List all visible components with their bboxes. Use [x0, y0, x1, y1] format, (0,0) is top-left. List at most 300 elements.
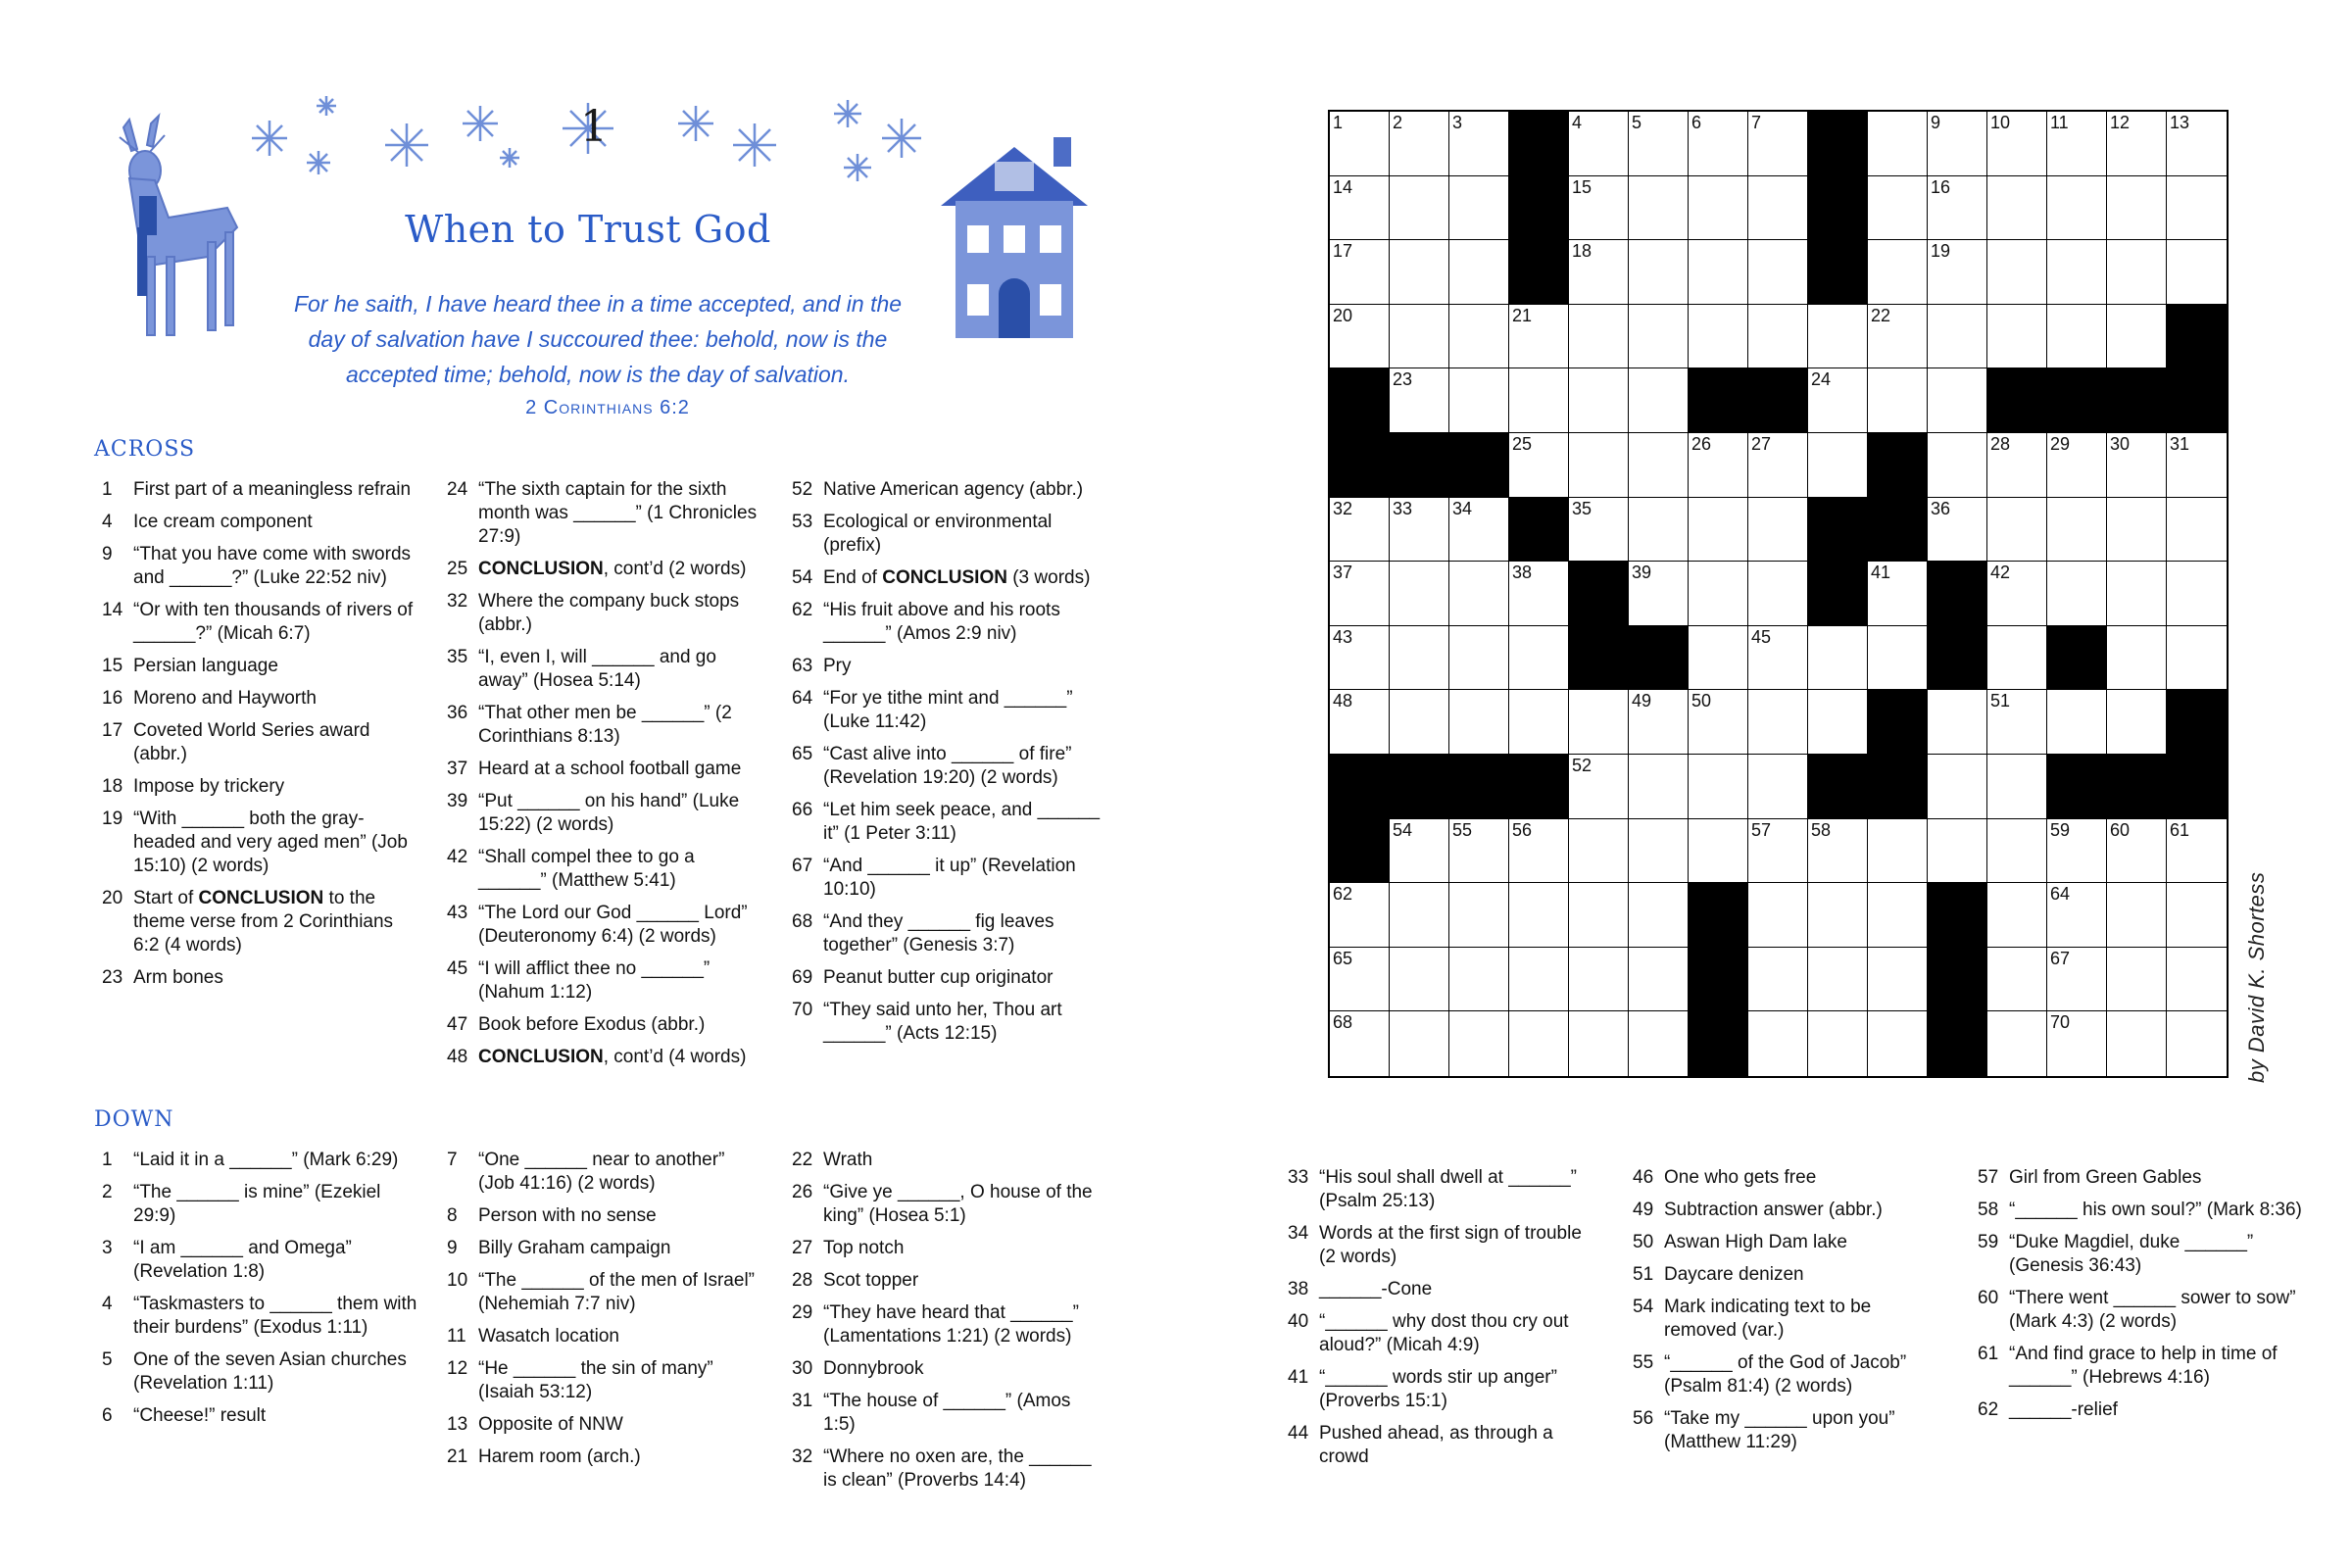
grid-cell[interactable] [1449, 176, 1509, 241]
grid-cell-black [1808, 498, 1868, 563]
grid-cell-black [1390, 433, 1449, 498]
theme-verse-reference: 2 Corinthians 6:2 [525, 397, 690, 418]
grid-cell-black [1928, 562, 1987, 626]
grid-cell[interactable] [1808, 1011, 1868, 1076]
grid-cell[interactable] [1390, 112, 1449, 176]
grid-cell-black [1689, 948, 1748, 1012]
grid-cell[interactable] [1748, 176, 1808, 241]
clue-number: 44 [1288, 1423, 1309, 1444]
grid-cell[interactable] [1868, 240, 1928, 305]
grid-cell[interactable] [1629, 368, 1689, 433]
grid-cell[interactable] [1449, 305, 1509, 369]
grid-cell[interactable] [1629, 883, 1689, 948]
grid-cell[interactable] [1509, 690, 1569, 755]
grid-cell[interactable] [1330, 240, 1390, 305]
grid-cell-black [1928, 883, 1987, 948]
grid-cell[interactable] [1569, 112, 1629, 176]
grid-cell[interactable] [1689, 433, 1748, 498]
clue-item [784, 1390, 1107, 1437]
clue-item [439, 646, 762, 693]
grid-cell[interactable] [1569, 176, 1629, 241]
grid-cell[interactable] [2107, 305, 2167, 369]
grid-cell[interactable] [2167, 498, 2227, 563]
grid-cell[interactable] [1689, 690, 1748, 755]
grid-cell[interactable] [1689, 755, 1748, 819]
cell-number: 10 [1990, 113, 2011, 132]
grid-cell[interactable] [1509, 368, 1569, 433]
clue-number: 45 [447, 958, 468, 979]
grid-cell[interactable] [2047, 819, 2107, 884]
clue-item [94, 887, 417, 957]
cell-number: 62 [1333, 884, 1353, 905]
grid-cell-black [1449, 755, 1509, 819]
grid-cell[interactable] [2047, 176, 2107, 241]
grid-cell[interactable] [1987, 755, 2047, 819]
grid-cell[interactable] [2167, 1011, 2227, 1076]
grid-cell[interactable] [1868, 948, 1928, 1012]
clue-text: “They said unto her, Thou art ______” (Acts 12:15) [823, 1000, 1062, 1044]
cell-number: 61 [2170, 819, 2190, 840]
grid-cell[interactable] [2107, 433, 2167, 498]
cell-number: 34 [1452, 498, 1473, 518]
grid-cell[interactable] [2167, 819, 2227, 884]
cell-number: 32 [1333, 498, 1353, 518]
clue-number: 58 [1978, 1200, 1999, 1220]
clue-number: 28 [792, 1270, 813, 1291]
grid-cell[interactable] [1928, 433, 1987, 498]
grid-cell[interactable] [1928, 240, 1987, 305]
clue-number: 20 [102, 888, 123, 908]
grid-cell[interactable] [1987, 626, 2047, 691]
grid-cell[interactable] [1868, 562, 1928, 626]
cell-number: 43 [1333, 626, 1353, 647]
grid-cell[interactable] [1629, 305, 1689, 369]
grid-cell[interactable] [1868, 883, 1928, 948]
grid-cell[interactable] [1569, 819, 1629, 884]
grid-cell[interactable] [1330, 112, 1390, 176]
grid-cell[interactable] [2047, 498, 2107, 563]
grid-cell-black [1449, 433, 1509, 498]
grid-cell[interactable] [1629, 498, 1689, 563]
grid-cell[interactable] [1808, 948, 1868, 1012]
clue-number: 68 [792, 911, 813, 932]
clue-text: Ice cream component [133, 512, 313, 532]
grid-cell[interactable] [1629, 690, 1689, 755]
grid-cell[interactable] [1987, 433, 2047, 498]
grid-cell-black [1629, 626, 1689, 691]
author-byline: by David K. Shortess [2244, 871, 2269, 1083]
clue-item [784, 1301, 1107, 1348]
grid-cell[interactable] [1689, 176, 1748, 241]
grid-cell[interactable] [1449, 948, 1509, 1012]
grid-cell[interactable] [1689, 305, 1748, 369]
clue-text: Persian language [133, 656, 278, 676]
clue-item [439, 590, 762, 637]
grid-cell[interactable] [1987, 819, 2047, 884]
grid-cell[interactable] [1748, 240, 1808, 305]
grid-cell-black [2167, 368, 2227, 433]
cell-number: 67 [2050, 948, 2071, 968]
cell-number: 48 [1333, 691, 1353, 711]
grid-cell-black [1808, 240, 1868, 305]
grid-cell-black [2167, 755, 2227, 819]
cell-number: 55 [1452, 819, 1473, 840]
grid-cell[interactable] [1390, 562, 1449, 626]
grid-cell[interactable] [1987, 883, 2047, 948]
grid-cell[interactable] [1629, 562, 1689, 626]
grid-cell[interactable] [2047, 240, 2107, 305]
grid-cell[interactable] [1449, 368, 1509, 433]
grid-cell[interactable] [1390, 176, 1449, 241]
cell-number: 57 [1751, 819, 1772, 840]
deer-illustration [90, 110, 247, 355]
grid-cell[interactable] [1449, 690, 1509, 755]
clue-item [1625, 1199, 1948, 1222]
grid-cell[interactable] [1748, 562, 1808, 626]
grid-cell[interactable] [2107, 112, 2167, 176]
cell-number: 21 [1512, 305, 1533, 325]
grid-cell[interactable] [1629, 819, 1689, 884]
clue-number: 65 [792, 744, 813, 764]
grid-cell[interactable] [2167, 626, 2227, 691]
clue-number: 64 [792, 688, 813, 709]
grid-cell[interactable] [2047, 690, 2107, 755]
grid-cell[interactable] [1748, 755, 1808, 819]
grid-cell[interactable] [2107, 690, 2167, 755]
grid-cell[interactable] [1390, 498, 1449, 563]
clue-text: Girl from Green Gables [2009, 1167, 2202, 1188]
grid-cell[interactable] [1748, 433, 1808, 498]
clue-text: Scot topper [823, 1270, 919, 1291]
clue-text: “Duke Magdiel, duke ______” (Genesis 36:43) [2009, 1232, 2254, 1276]
grid-cell[interactable] [1569, 755, 1629, 819]
cell-number: 33 [1393, 498, 1413, 518]
grid-cell[interactable] [1748, 883, 1808, 948]
grid-cell[interactable] [1330, 498, 1390, 563]
clue-number: 51 [1633, 1264, 1654, 1285]
grid-cell[interactable] [2107, 240, 2167, 305]
clue-number: 18 [102, 776, 123, 797]
grid-cell[interactable] [1629, 112, 1689, 176]
clue-item [439, 902, 762, 949]
clue-item [439, 1149, 762, 1196]
grid-cell[interactable] [1689, 626, 1748, 691]
clue-number: 32 [792, 1446, 813, 1467]
grid-cell[interactable] [2167, 948, 2227, 1012]
grid-cell[interactable] [1987, 305, 2047, 369]
grid-cell-black [1808, 562, 1868, 626]
grid-cell[interactable] [1928, 176, 1987, 241]
grid-cell[interactable] [1449, 819, 1509, 884]
grid-cell[interactable] [1569, 368, 1629, 433]
grid-cell[interactable] [1689, 498, 1748, 563]
clue-text: Where the company buck stops (abbr.) [478, 591, 740, 635]
grid-cell[interactable] [1928, 368, 1987, 433]
grid-cell[interactable] [1390, 1011, 1449, 1076]
grid-cell[interactable] [2047, 112, 2107, 176]
clue-number: 37 [447, 759, 468, 779]
clue-item [439, 1013, 762, 1037]
grid-cell[interactable] [1509, 1011, 1569, 1076]
grid-cell[interactable] [1928, 755, 1987, 819]
clue-item [94, 543, 417, 590]
clue-text: “The sixth captain for the sixth month was ______” (1 Chronicles 27:9) [478, 479, 758, 547]
grid-cell-black [2107, 368, 2167, 433]
grid-cell[interactable] [2107, 562, 2167, 626]
clue-text: “For ye tithe mint and ______” (Luke 11:42) [823, 688, 1073, 732]
clue-text: Wrath [823, 1150, 873, 1170]
clue-text: Book before Exodus (abbr.) [478, 1014, 706, 1035]
grid-cell[interactable] [2167, 883, 2227, 948]
grid-cell[interactable] [1509, 819, 1569, 884]
grid-cell-black [1808, 755, 1868, 819]
grid-cell[interactable] [1689, 240, 1748, 305]
grid-cell[interactable] [1928, 305, 1987, 369]
grid-cell[interactable] [1569, 1011, 1629, 1076]
grid-cell[interactable] [1928, 690, 1987, 755]
grid-cell[interactable] [1868, 819, 1928, 884]
grid-cell[interactable] [1330, 305, 1390, 369]
clue-item [439, 1413, 762, 1437]
grid-cell[interactable] [1808, 433, 1868, 498]
grid-cell[interactable] [2107, 883, 2167, 948]
grid-cell[interactable] [2107, 948, 2167, 1012]
clue-number: 3 [102, 1238, 113, 1258]
grid-cell[interactable] [1509, 948, 1569, 1012]
grid-cell[interactable] [1330, 626, 1390, 691]
across-column-3 [784, 478, 1107, 1054]
clue-text: Billy Graham campaign [478, 1238, 671, 1258]
clue-text: Arm bones [133, 967, 223, 988]
clue-item [439, 1204, 762, 1228]
grid-cell[interactable] [1748, 1011, 1808, 1076]
grid-cell[interactable] [1390, 305, 1449, 369]
clue-text: Native American agency (abbr.) [823, 479, 1084, 500]
grid-cell[interactable] [2167, 433, 2227, 498]
clue-item [1625, 1407, 1948, 1454]
grid-cell[interactable] [1689, 819, 1748, 884]
cell-number: 50 [1691, 691, 1712, 711]
clue-text: “Put ______ on his hand” (Luke 15:22) (2 words) [478, 791, 740, 835]
clue-text: Daycare denizen [1664, 1264, 1804, 1285]
grid-cell-black [2167, 690, 2227, 755]
clue-text: “Cast alive into ______ of fire” (Revelation 19:20) (2 words) [823, 744, 1072, 788]
grid-cell[interactable] [2047, 1011, 2107, 1076]
grid-cell[interactable] [2107, 1011, 2167, 1076]
grid-cell[interactable] [1629, 948, 1689, 1012]
grid-cell[interactable] [1868, 176, 1928, 241]
grid-cell[interactable] [1987, 498, 2047, 563]
grid-cell[interactable] [1569, 240, 1629, 305]
clue-number: 26 [792, 1182, 813, 1202]
grid-cell[interactable] [1449, 562, 1509, 626]
grid-cell[interactable] [1808, 819, 1868, 884]
grid-cell[interactable] [1689, 562, 1748, 626]
grid-cell[interactable] [1808, 305, 1868, 369]
grid-cell[interactable] [1449, 626, 1509, 691]
grid-cell[interactable] [1629, 240, 1689, 305]
grid-cell[interactable] [1748, 498, 1808, 563]
clue-text: “And find grace to help in time of ______” (Hebrews 4:16) [2009, 1344, 2278, 1388]
grid-cell[interactable] [2167, 562, 2227, 626]
cell-number: 6 [1691, 113, 1702, 132]
clue-text: “I will afflict thee no ______” (Nahum 1:12) [478, 958, 710, 1003]
grid-cell[interactable] [2107, 176, 2167, 241]
grid-cell[interactable] [1629, 176, 1689, 241]
clue-item [439, 1046, 762, 1069]
clue-number: 62 [1978, 1399, 1999, 1420]
grid-cell[interactable] [1748, 948, 1808, 1012]
grid-cell[interactable] [1569, 883, 1629, 948]
cell-number: 35 [1572, 498, 1592, 518]
grid-cell[interactable] [1569, 690, 1629, 755]
grid-cell[interactable] [2167, 176, 2227, 241]
grid-cell[interactable] [1569, 433, 1629, 498]
grid-cell[interactable] [1509, 433, 1569, 498]
cell-number: 54 [1393, 819, 1413, 840]
clue-text: Opposite of NNW [478, 1414, 623, 1435]
grid-cell[interactable] [1987, 562, 2047, 626]
clue-text: Top notch [823, 1238, 905, 1258]
clue-item [784, 1357, 1107, 1381]
grid-cell[interactable] [1987, 176, 2047, 241]
grid-cell[interactable] [1330, 948, 1390, 1012]
grid-cell[interactable] [1390, 690, 1449, 755]
grid-cell[interactable] [1569, 498, 1629, 563]
grid-cell[interactable] [1330, 690, 1390, 755]
grid-cell-black [1868, 690, 1928, 755]
clue-text: One of the seven Asian churches (Revelation 1:11) [133, 1349, 407, 1394]
clue-item [1625, 1263, 1948, 1287]
grid-cell[interactable] [1748, 690, 1808, 755]
grid-cell[interactable] [1928, 112, 1987, 176]
grid-cell[interactable] [2047, 562, 2107, 626]
clue-number: 9 [447, 1238, 458, 1258]
clue-item [439, 957, 762, 1004]
clue-number: 15 [102, 656, 123, 676]
clue-item [1970, 1231, 2313, 1278]
grid-cell[interactable] [1330, 562, 1390, 626]
grid-cell[interactable] [1569, 948, 1629, 1012]
grid-cell[interactable] [1928, 498, 1987, 563]
clue-number: 59 [1978, 1232, 1999, 1252]
grid-cell-black [1689, 883, 1748, 948]
grid-cell[interactable] [1987, 112, 2047, 176]
grid-cell[interactable] [1748, 112, 1808, 176]
grid-cell-black [1748, 368, 1808, 433]
grid-cell[interactable] [1509, 562, 1569, 626]
clue-number: 46 [1633, 1167, 1654, 1188]
clue-number: 56 [1633, 1408, 1654, 1429]
grid-cell[interactable] [1808, 690, 1868, 755]
cell-number: 22 [1871, 305, 1891, 325]
clue-text: “I am ______ and Omega” (Revelation 1:8) [133, 1238, 352, 1282]
clue-item [94, 1404, 417, 1428]
grid-cell[interactable] [2047, 883, 2107, 948]
grid-cell[interactable] [1390, 626, 1449, 691]
grid-cell[interactable] [1449, 112, 1509, 176]
grid-cell[interactable] [1868, 626, 1928, 691]
grid-cell[interactable] [1629, 1011, 1689, 1076]
clue-item [1970, 1343, 2313, 1390]
grid-cell[interactable] [1868, 368, 1928, 433]
clue-text: “With ______ both the gray-headed and very aged men” (Job 15:10) (2 words) [133, 808, 408, 876]
grid-cell[interactable] [2107, 498, 2167, 563]
grid-cell[interactable] [1390, 819, 1449, 884]
grid-cell[interactable] [1390, 240, 1449, 305]
clue-text: “Or with ten thousands of rivers of ______?” (Micah 6:7) [133, 600, 414, 644]
grid-cell-black [1808, 112, 1868, 176]
cell-number: 49 [1632, 691, 1652, 711]
grid-cell[interactable] [1868, 305, 1928, 369]
grid-cell[interactable] [1868, 112, 1928, 176]
grid-cell[interactable] [1390, 948, 1449, 1012]
grid-cell[interactable] [2167, 240, 2227, 305]
clue-item [439, 1269, 762, 1316]
grid-cell-black [1868, 498, 1928, 563]
grid-cell[interactable] [2167, 112, 2227, 176]
clue-text: ______-Cone [1319, 1279, 1433, 1299]
grid-cell[interactable] [1748, 626, 1808, 691]
grid-cell[interactable] [1569, 305, 1629, 369]
clue-number: 23 [102, 967, 123, 988]
grid-cell[interactable] [1330, 176, 1390, 241]
grid-cell[interactable] [1928, 819, 1987, 884]
grid-cell[interactable] [1509, 883, 1569, 948]
grid-cell[interactable] [2107, 626, 2167, 691]
clue-number: 67 [792, 856, 813, 876]
cell-number: 30 [2110, 433, 2131, 454]
grid-cell[interactable] [1868, 1011, 1928, 1076]
grid-cell[interactable] [1748, 819, 1808, 884]
grid-cell[interactable] [1987, 690, 2047, 755]
grid-cell-black [2047, 368, 2107, 433]
grid-cell[interactable] [1330, 883, 1390, 948]
grid-cell[interactable] [1808, 626, 1868, 691]
cell-number: 60 [2110, 819, 2131, 840]
grid-cell[interactable] [1449, 883, 1509, 948]
cell-number: 70 [2050, 1012, 2071, 1033]
grid-cell[interactable] [1509, 626, 1569, 691]
grid-cell[interactable] [1808, 368, 1868, 433]
grid-cell[interactable] [2047, 948, 2107, 1012]
grid-cell[interactable] [1449, 240, 1509, 305]
clue-item [784, 599, 1107, 646]
grid-cell[interactable] [1330, 1011, 1390, 1076]
grid-cell[interactable] [1987, 1011, 2047, 1076]
cell-number: 3 [1452, 113, 1463, 132]
grid-cell[interactable] [2107, 819, 2167, 884]
clue-text: “That you have come with swords and ______?” (Luke 22:52 niv) [133, 544, 412, 588]
grid-cell[interactable] [1629, 755, 1689, 819]
grid-cell[interactable] [1748, 305, 1808, 369]
grid-cell[interactable] [1808, 883, 1868, 948]
grid-cell[interactable] [2047, 433, 2107, 498]
clue-text: “I, even I, will ______ and go away” (Hosea 5:14) [478, 647, 716, 691]
grid-cell[interactable] [2047, 305, 2107, 369]
grid-cell[interactable] [1987, 240, 2047, 305]
grid-cell[interactable] [1509, 305, 1569, 369]
grid-cell[interactable] [1390, 883, 1449, 948]
clue-item [439, 846, 762, 893]
grid-cell[interactable] [1987, 948, 2047, 1012]
crossword-grid [1328, 110, 2229, 1078]
grid-cell[interactable] [1629, 433, 1689, 498]
grid-cell[interactable] [1390, 368, 1449, 433]
grid-cell[interactable] [1449, 498, 1509, 563]
grid-cell[interactable] [1689, 112, 1748, 176]
grid-cell[interactable] [1449, 1011, 1509, 1076]
